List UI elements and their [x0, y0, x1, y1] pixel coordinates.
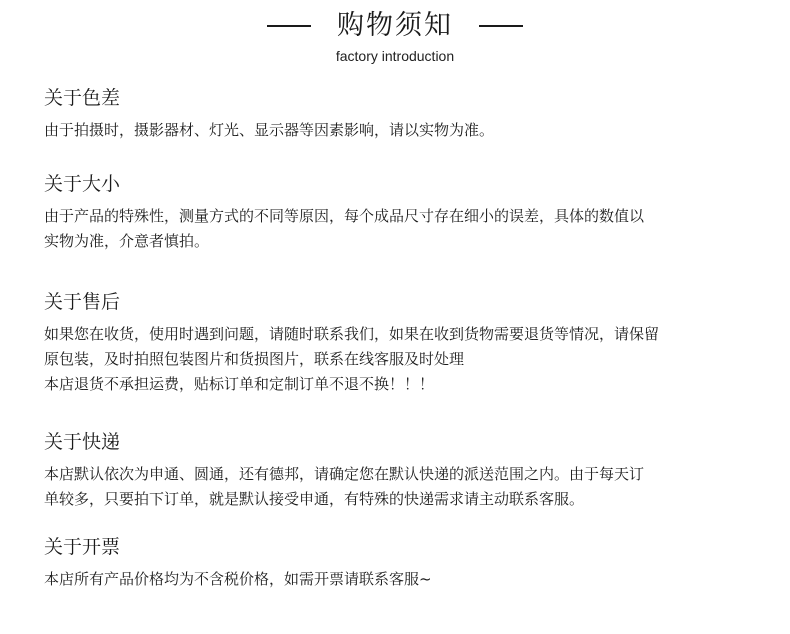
section-text: 由于拍摄时，摄影器材、灯光、显示器等因素影响，请以实物为准。	[44, 121, 495, 139]
section-text: 单较多，只要拍下订单，就是默认接受申通，有特殊的快递需求请主动联系客服。	[44, 490, 585, 508]
section-text: 本店默认依次为申通、圆通，还有德邦，请确定您在默认快递的派送范围之内。由于每天订	[44, 465, 645, 483]
section-title: 关于售后	[44, 291, 121, 313]
section-title: 关于快递	[44, 431, 121, 453]
title-right-rule	[479, 25, 523, 27]
section-title: 关于色差	[44, 87, 121, 109]
section-text: 由于产品的特殊性，测量方式的不同等原因，每个成品尺寸存在细小的误差，具体的数值以	[44, 207, 645, 225]
page-title: 购物须知	[337, 10, 453, 41]
section-color-difference	[44, 85, 764, 143]
section-after-sales	[44, 289, 764, 397]
page-subtitle: factory introduction	[335, 48, 455, 64]
section-title: 关于开票	[44, 536, 121, 558]
page-header	[0, 0, 790, 70]
section-text: 如果您在收货，使用时遇到问题，请随时联系我们，如果在收到货物需要退货等情况，请保留	[44, 325, 660, 343]
section-invoice	[44, 534, 764, 592]
section-text: 本店所有产品价格均为不含税价格，如需开票请联系客服~	[44, 570, 432, 588]
section-text: 本店退货不承担运费，贴标订单和定制订单不退不换！！！	[44, 375, 435, 393]
section-text: 实物为准，介意者慎拍。	[44, 232, 210, 250]
section-title: 关于大小	[44, 173, 121, 195]
section-size	[44, 171, 764, 254]
title-left-rule	[267, 25, 311, 27]
title-row	[0, 6, 790, 46]
section-shipping	[44, 429, 764, 512]
section-text: 原包装，及时拍照包装图片和货损图片，联系在线客服及时处理	[44, 350, 465, 368]
